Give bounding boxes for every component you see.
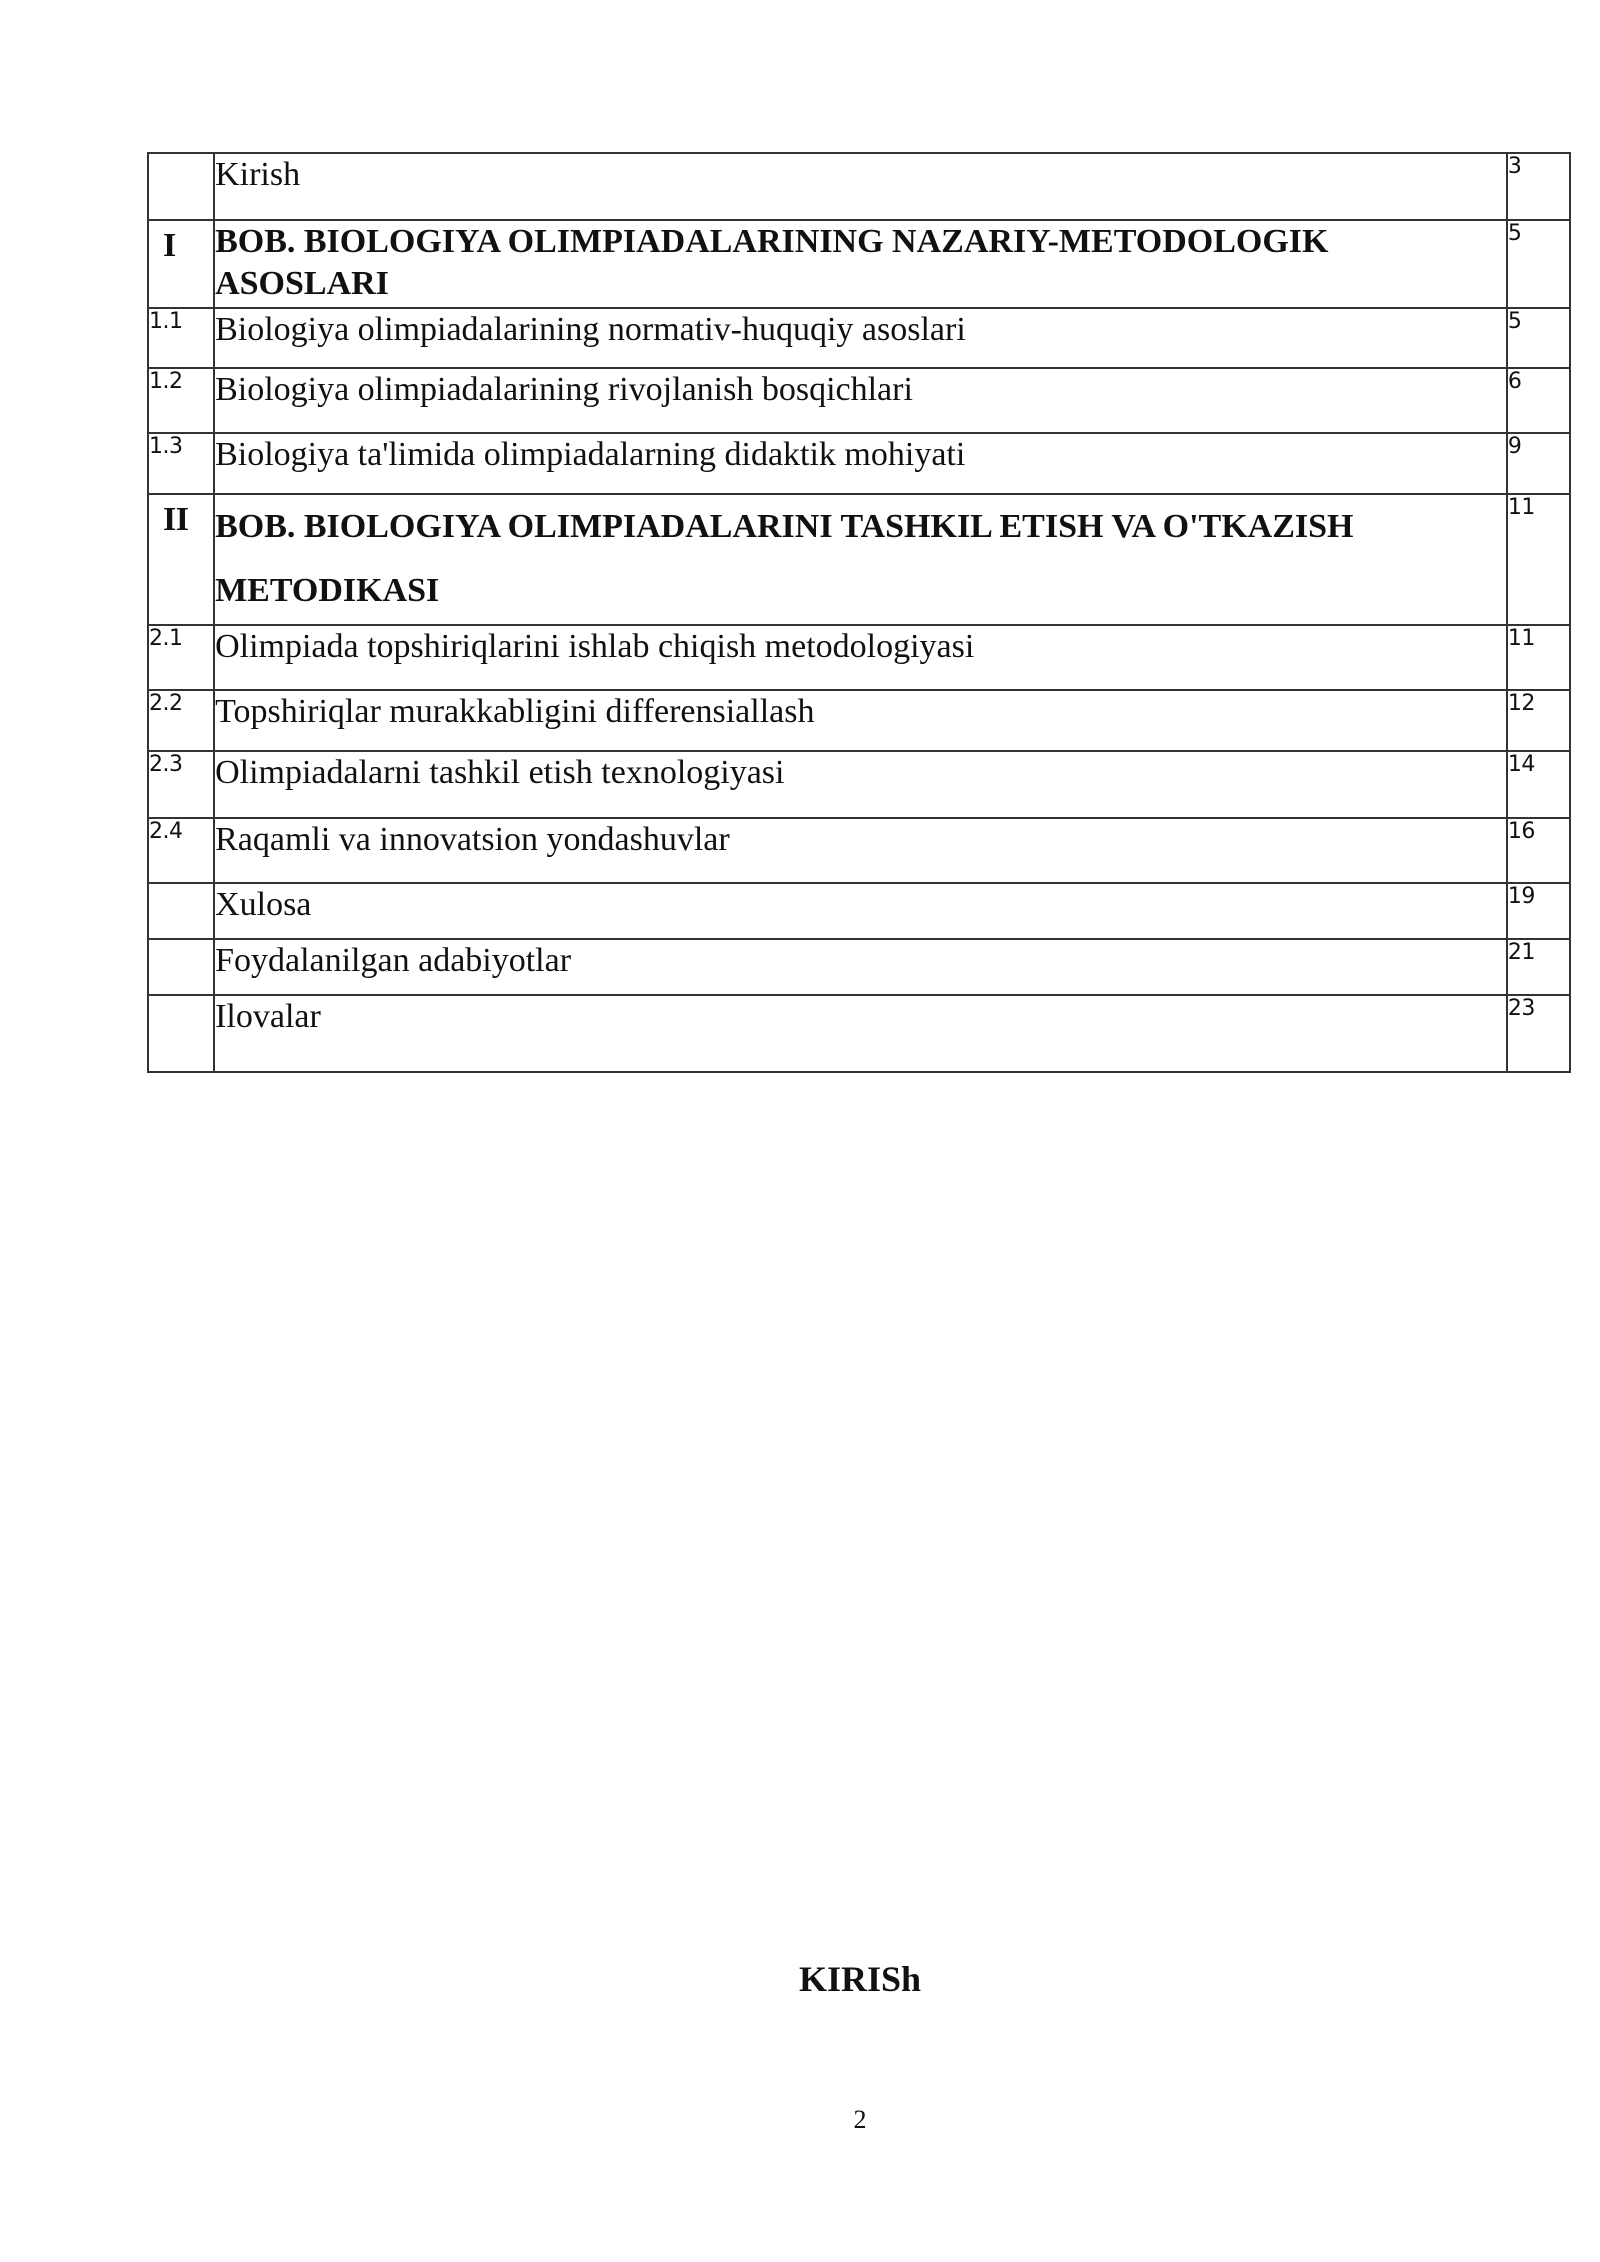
toc-row	[148, 751, 1570, 818]
toc-row-title: Kirish	[214, 153, 1507, 220]
toc-chapter-title: BOB. BIOLOGIYA OLIMPIADALARINING NAZARIY-METODOLOGIK ASOSLARI	[214, 220, 1507, 308]
toc-row-page: 21	[1507, 939, 1570, 995]
toc-row-title: Biologiya olimpiadalarining rivojlanish bosqichlari	[214, 368, 1507, 433]
toc-row	[148, 308, 1570, 368]
toc-row-page: 3	[1507, 153, 1570, 220]
toc-row-number: 2.2	[148, 690, 214, 751]
toc-row-number	[148, 939, 214, 995]
toc-row-number: 1.2	[148, 368, 214, 433]
toc-row-page: 5	[1507, 220, 1570, 308]
toc-row-number: 1.3	[148, 433, 214, 494]
toc-chapter-title: BOB. BIOLOGIYA OLIMPIADALARINI TASHKIL ETISH VA O'TKAZISH METODIKASI	[214, 494, 1507, 625]
toc-row-title: Xulosa	[214, 883, 1507, 939]
toc-row-number: 2.4	[148, 818, 214, 883]
toc-row-number: 2.3	[148, 751, 214, 818]
toc-row-page: 5	[1507, 308, 1570, 368]
toc-row-number: 2.1	[148, 625, 214, 690]
toc-row-title: Olimpiadalarni tashkil etish texnologiyasi	[214, 751, 1507, 818]
toc-row-page: 14	[1507, 751, 1570, 818]
toc-row-page: 9	[1507, 433, 1570, 494]
toc-row-page: 12	[1507, 690, 1570, 751]
toc-row	[148, 818, 1570, 883]
toc-row-title: Ilovalar	[214, 995, 1507, 1072]
toc-row-page: 11	[1507, 494, 1570, 625]
toc-row-page: 16	[1507, 818, 1570, 883]
toc-row-title: Olimpiada topshiriqlarini ishlab chiqish metodologiyasi	[214, 625, 1507, 690]
toc-row-number	[148, 883, 214, 939]
toc-chapter-number: II	[148, 494, 214, 625]
toc-row	[148, 939, 1570, 995]
toc-chapter-row	[148, 494, 1570, 625]
toc-row	[148, 995, 1570, 1072]
toc-row-number	[148, 995, 214, 1072]
toc-row-page: 11	[1507, 625, 1570, 690]
toc-row-title: Biologiya olimpiadalarining normativ-huquqiy asoslari	[214, 308, 1507, 368]
toc-row-page: 19	[1507, 883, 1570, 939]
toc-row-number: 1.1	[148, 308, 214, 368]
toc-chapter-number: I	[148, 220, 214, 308]
toc-row	[148, 883, 1570, 939]
toc-row-title: Biologiya ta'limida olimpiadalarning didaktik mohiyati	[214, 433, 1507, 494]
toc-row	[148, 433, 1570, 494]
toc-row-title: Topshiriqlar murakkabligini differensiallash	[214, 690, 1507, 751]
toc-row	[148, 625, 1570, 690]
toc-row-page: 23	[1507, 995, 1570, 1072]
toc-row-page: 6	[1507, 368, 1570, 433]
toc-row	[148, 368, 1570, 433]
toc-row-number	[148, 153, 214, 220]
toc-row-title: Foydalanilgan adabiyotlar	[214, 939, 1507, 995]
table-of-contents	[147, 152, 1571, 1073]
toc-row	[148, 690, 1570, 751]
page-number: 2	[853, 2105, 867, 2134]
toc-row	[148, 153, 1570, 220]
toc-row-title: Raqamli va innovatsion yondashuvlar	[214, 818, 1507, 883]
toc-chapter-row	[148, 220, 1570, 308]
section-heading: KIRISh	[798, 1959, 922, 1999]
